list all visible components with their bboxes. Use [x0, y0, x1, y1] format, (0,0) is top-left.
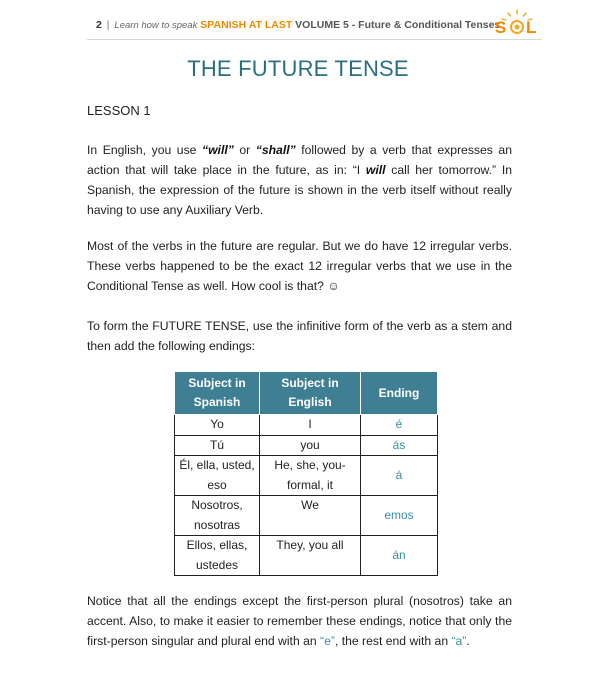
cell-english: you [260, 435, 361, 456]
cell-spanish: Tú [175, 435, 260, 456]
svg-text:L: L [526, 18, 537, 37]
paragraph-irregular [87, 236, 512, 296]
p1-part3: call her tomorrow.” In Spanish, the expression of the future is shown in the verb itself without really having to use any Auxiliary Verb. [87, 163, 512, 217]
p4-part2: , the rest end with an [334, 634, 452, 648]
cell-english: He, she, you-formal, it [260, 456, 361, 496]
cell-spanish: Yo [175, 415, 260, 436]
cell-ending: emos [361, 496, 438, 536]
header-english: Subject in English [260, 372, 361, 415]
table-row [175, 456, 438, 496]
header-rule [87, 39, 542, 40]
header-ending: Ending [361, 372, 438, 415]
header-spanish: Subject in Spanish [175, 372, 260, 415]
table-row [175, 536, 438, 576]
lesson-heading: LESSON 1 [87, 103, 151, 118]
p1-shall: “shall” [255, 143, 296, 157]
sun-logo-icon [493, 8, 541, 38]
p1-part1: In English, you use [87, 143, 202, 157]
cell-ending: á [361, 456, 438, 496]
page-title: THE FUTURE TENSE [187, 56, 409, 81]
p4-e-highlight: “e” [320, 634, 335, 648]
header-text [96, 19, 500, 31]
cell-english: I [260, 415, 361, 436]
cell-ending: é [361, 415, 438, 436]
p4-part3: . [466, 634, 470, 648]
header-learn-text: Learn how to speak [114, 20, 198, 31]
cell-spanish: Ellos, ellas, ustedes [175, 536, 260, 576]
cell-spanish: Él, ella, usted, eso [175, 456, 260, 496]
paragraph-form: To form the FUTURE TENSE, use the infinitive form of the verb as a stem and then add the following endings: [87, 319, 512, 353]
paragraph-notice [87, 591, 512, 651]
p1-will: “will” [201, 143, 234, 157]
svg-text:S: S [495, 18, 507, 37]
smiley-icon: ☺ [327, 279, 340, 293]
header-separator: | [106, 19, 110, 31]
cell-spanish: Nosotros, nosotras [175, 496, 260, 536]
p1-or: or [233, 143, 256, 157]
p1-part2: followed by a verb that expresses an action that will take place in the future, as in: “I [87, 143, 512, 177]
cell-ending: ás [361, 435, 438, 456]
table-row [175, 415, 438, 436]
paragraph-intro [87, 140, 512, 220]
cell-english: We [260, 496, 361, 536]
page-header [96, 14, 541, 40]
table-row [175, 435, 438, 456]
p4-part1: Notice that all the endings except the first-person plural (nosotros) take an accent. Also, to make it easier to remember these endings, notice that only the first-person singular and plural end with an [87, 594, 512, 648]
header-volume: VOLUME 5 - Future & Conditional Tenses [295, 19, 501, 31]
header-brand: SPANISH AT LAST [200, 19, 293, 31]
endings-table [174, 371, 438, 576]
p4-a-highlight: “a” [451, 634, 467, 648]
table-header-row [175, 372, 438, 415]
page-number: 2 [96, 19, 102, 31]
p1-will-inline: will [365, 163, 386, 177]
p2-text: Most of the verbs in the future are regular. But we do have 12 irregular verbs. These verbs happened to be the exact 12 irregular verbs that we use in the Conditional Tense as well. How cool is that? [87, 239, 512, 293]
table-row [175, 496, 438, 536]
cell-english: They, you all [260, 536, 361, 576]
cell-ending: án [361, 536, 438, 576]
